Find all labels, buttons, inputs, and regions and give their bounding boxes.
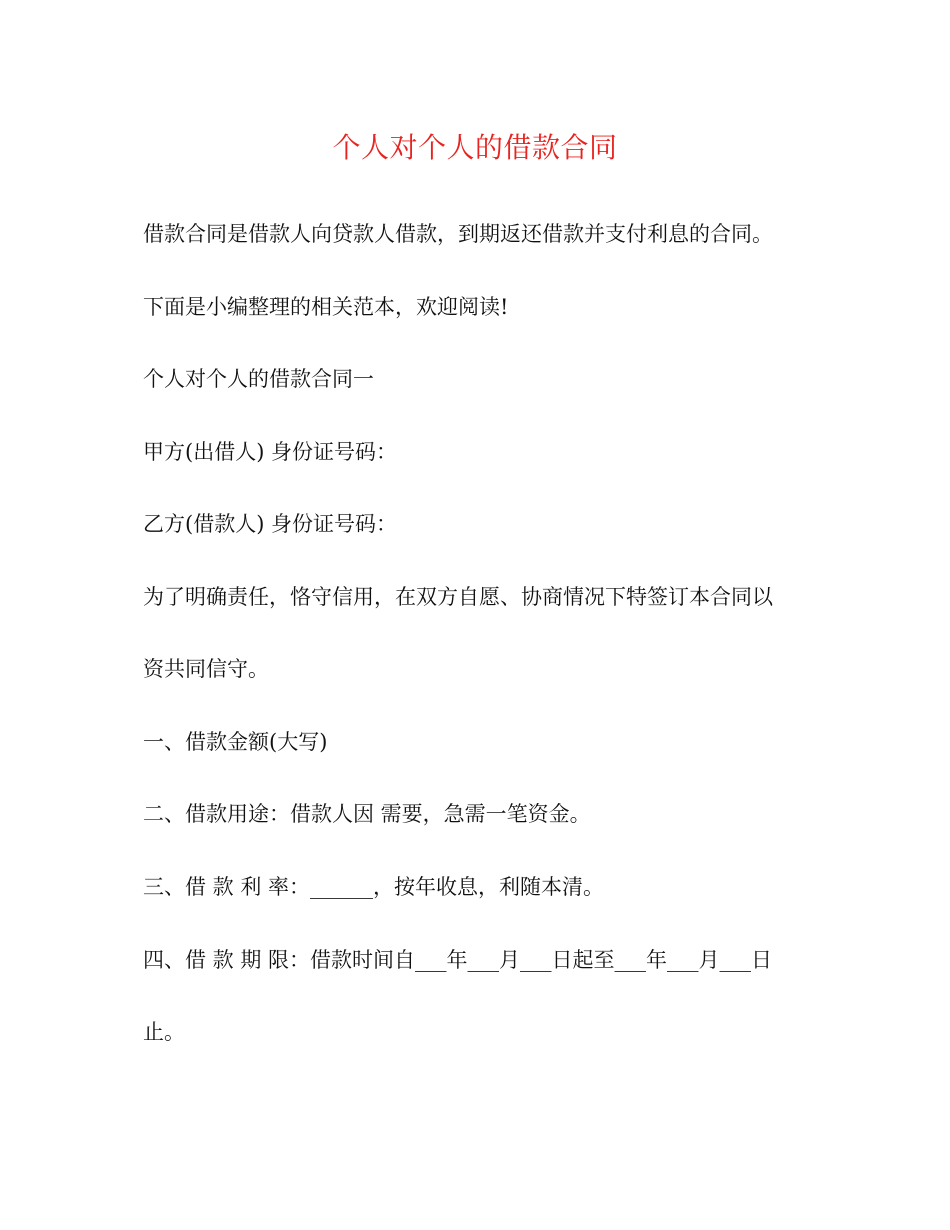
party-a-line: 甲方(出借人) 身份证号码： <box>143 440 398 464</box>
document-title: 个人对个人的借款合同 <box>332 131 618 164</box>
intro-note: 下面是小编整理的相关范本，欢迎阅读! <box>143 295 509 319</box>
clause-term-line-2: 止。 <box>143 1020 185 1044</box>
clause-term-line-1: 四、借 款 期 限：借款时间自___年___月___日起至___年___月___日 <box>143 948 773 972</box>
section-heading: 个人对个人的借款合同一 <box>143 367 374 391</box>
preamble-line-1: 为了明确责任，恪守信用，在双方自愿、协商情况下特签订本合同以 <box>143 585 773 609</box>
preamble-line-2: 资共同信守。 <box>143 657 269 681</box>
clause-purpose: 二、借款用途：借款人因 需要，急需一笔资金。 <box>143 802 591 826</box>
party-b-line: 乙方(借款人) 身份证号码： <box>143 512 398 536</box>
clause-interest-rate: 三、借 款 利 率：______，按年收息，利随本清。 <box>143 875 605 899</box>
clause-amount: 一、借款金额(大写) <box>143 730 328 754</box>
intro-paragraph: 借款合同是借款人向贷款人借款，到期返还借款并支付利息的合同。 <box>143 222 773 246</box>
